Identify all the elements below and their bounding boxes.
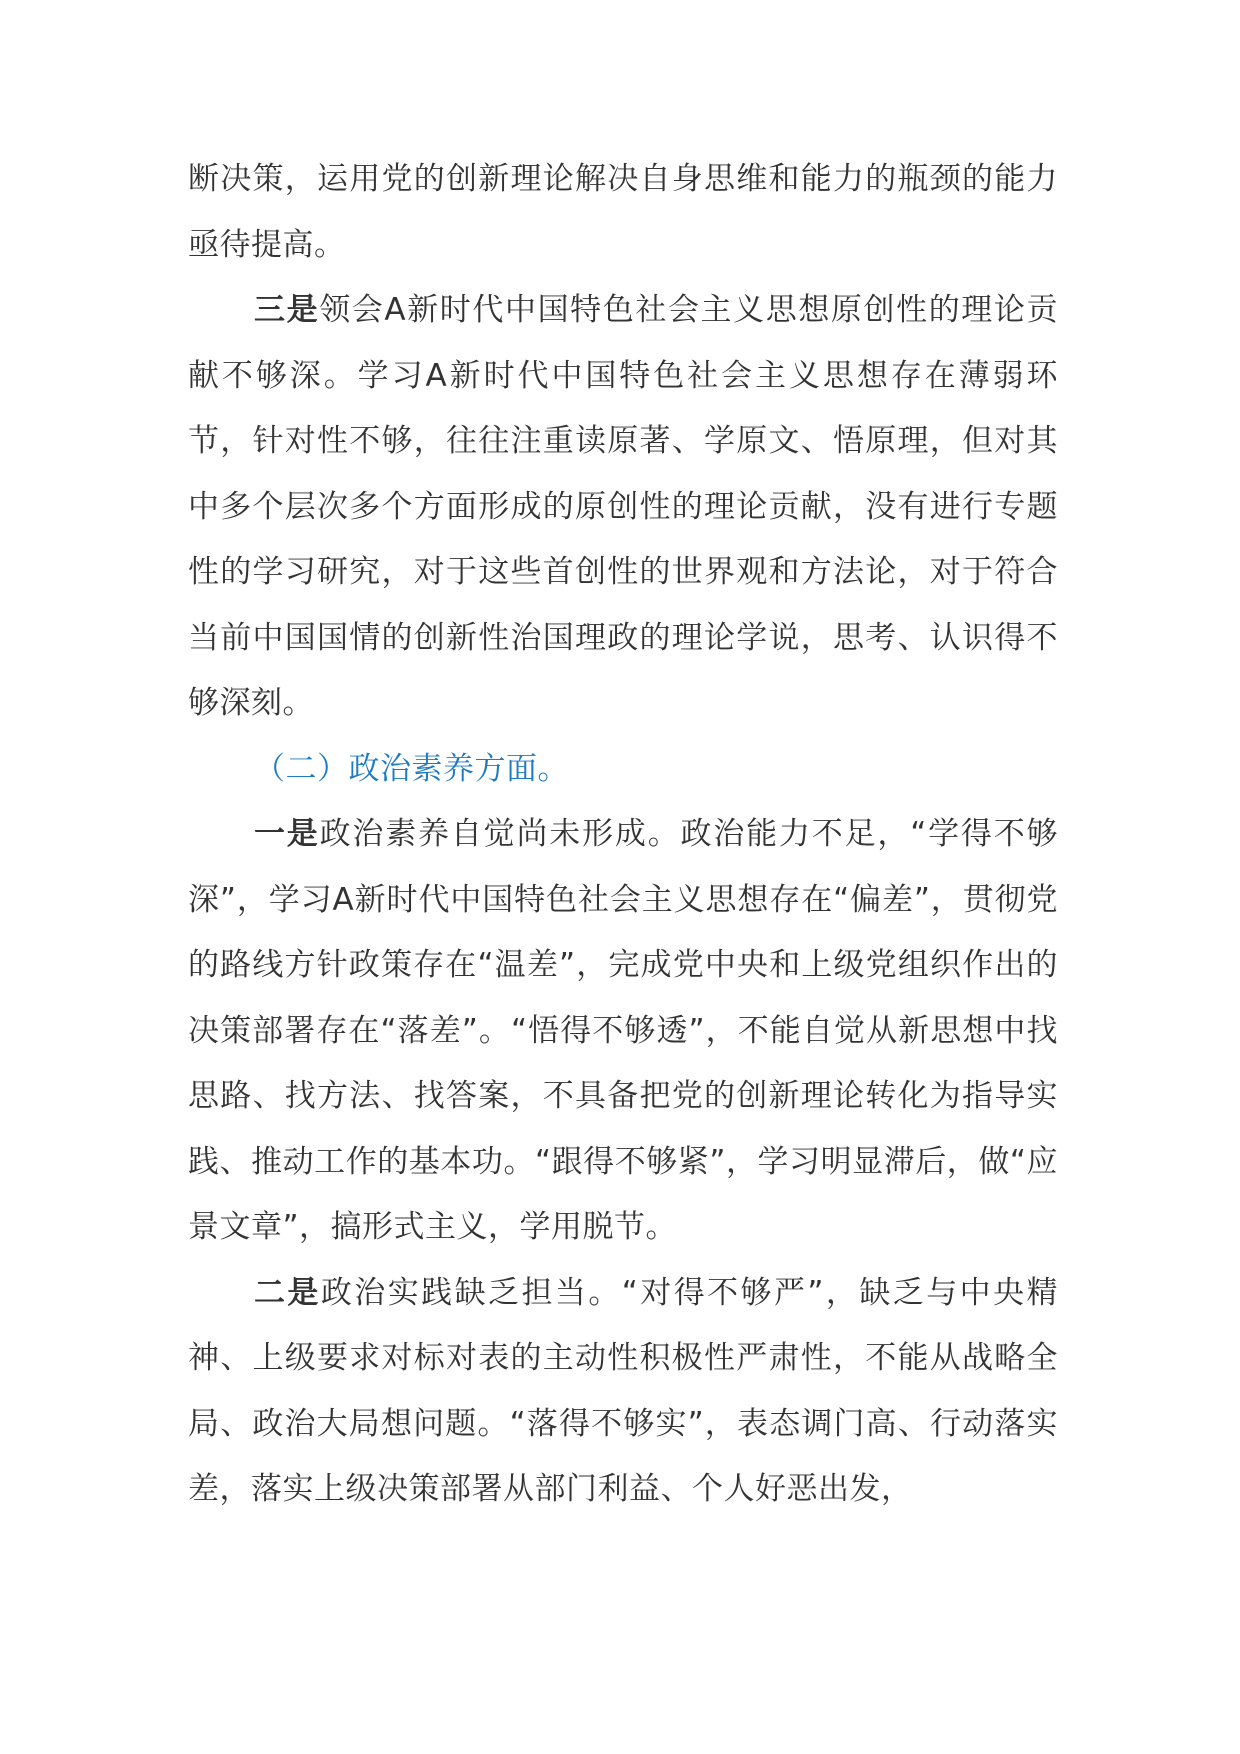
paragraph-first-point — [188, 802, 1058, 1261]
paragraph-continued — [188, 147, 1058, 278]
paragraph-lead: 一是 — [254, 816, 320, 852]
body-text — [188, 147, 1058, 1523]
section-heading — [188, 737, 1058, 803]
paragraph-second-point — [188, 1261, 1058, 1523]
section-heading-text: （二）政治素养方面。 — [254, 750, 569, 787]
paragraph-third-point — [188, 278, 1058, 737]
paragraph-text: 政治实践缺乏担当。“对得不够严”，缺乏与中央精神、上级要求对标对表的主动性积极性严肃性，不能从战略全局、政治大局想问题。“落得不够实”，表态调门高、行动落实差，落实上级决策部署从部门利益、个人好恶出发， — [188, 1274, 1059, 1507]
paragraph-text: 断决策，运用党的创新理论解决自身思维和能力的瓶颈的能力亟待提高。 — [188, 161, 1058, 263]
paragraph-lead: 三是 — [254, 292, 320, 328]
paragraph-text: 领会A新时代中国特色社会主义思想原创性的理论贡献不够深。学习A新时代中国特色社会主义思想存在薄弱环节，针对性不够，往往注重读原著、学原文、悟原理，但对其中多个层次多个方面形成的原创性的理论贡献，没有进行专题性的学习研究，对于这些首创性的世界观和方法论，对于符合当前中国国情的创新性治国理政的理论学说，思考、认识得不够深刻。 — [188, 292, 1058, 721]
paragraph-lead: 二是 — [254, 1274, 321, 1311]
paragraph-text: 政治素养自觉尚未形成。政治能力不足，“学得不够深”，学习A新时代中国特色社会主义思想存在“偏差”，贯彻党的路线方针政策存在“温差”，完成党中央和上级党组织作出的决策部署存在“落差”。“悟得不够透”，不能自觉从新思想中找思路、找方法、找答案，不具备把党的创新理论转化为指导实践、推动工作的基本功。“跟得不够紧”，学习明显滞后，做“应景文章”，搞形式主义，学用脱节。 — [188, 816, 1059, 1245]
